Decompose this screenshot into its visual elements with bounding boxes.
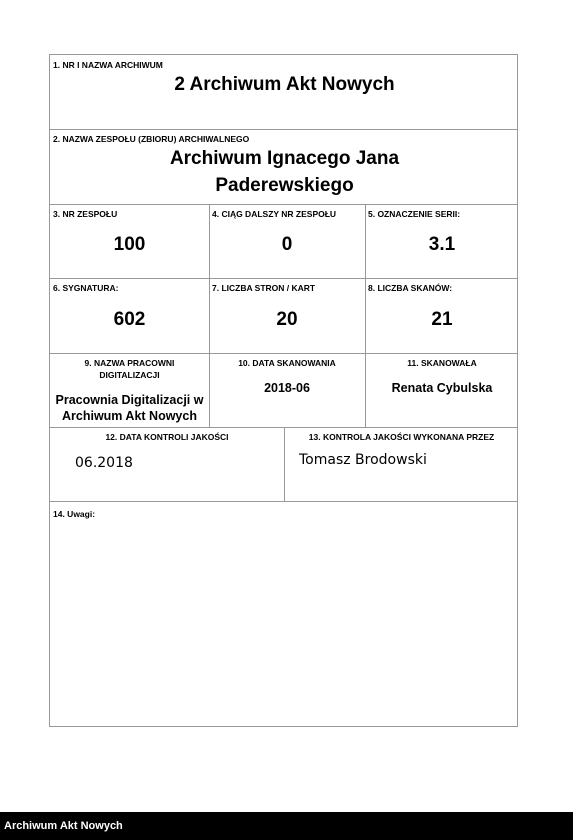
studio-label-line2: DIGITALIZACJI <box>99 370 160 380</box>
page-count-cell <box>209 278 365 353</box>
scan-count-cell <box>365 278 519 353</box>
continuation-value: 0 <box>281 234 293 255</box>
qc-by-label: 13. KONTROLA JAKOŚCI WYKONANA PRZEZ <box>308 432 495 442</box>
series-label: 5. OZNACZENIE SERII: <box>368 209 461 219</box>
archive-label: 1. NR I NAZWA ARCHIWUM <box>53 60 163 70</box>
studio-label-line1: 9. NAZWA PRACOWNI <box>84 358 175 368</box>
collection-cell <box>50 129 519 204</box>
fonds-number-label: 3. NR ZESPOŁU <box>53 209 118 219</box>
qc-by-value: Tomasz Brodowski <box>299 452 427 468</box>
footer-text: Archiwum Akt Nowych <box>4 820 123 832</box>
collection-label: 2. NAZWA ZESPOŁU (ZBIORU) ARCHIWALNEGO <box>53 134 250 144</box>
page-count-value: 20 <box>276 309 298 330</box>
signature-label: 6. SYGNATURA: <box>53 283 119 293</box>
fonds-number-cell <box>50 204 209 278</box>
footer-bar <box>0 812 573 840</box>
fonds-number-value: 100 <box>113 234 146 255</box>
scan-date-cell <box>209 353 365 427</box>
qc-date-value: 06.2018 <box>75 455 133 471</box>
archive-value: 2 Archiwum Akt Nowych <box>174 74 395 95</box>
collection-value-line2: Paderewskiego <box>215 175 354 196</box>
scan-count-label: 8. LICZBA SKANÓW: <box>368 283 453 293</box>
notes-label: 14. Uwagi: <box>53 509 96 519</box>
scanned-by-cell <box>365 353 519 427</box>
series-cell <box>365 204 519 278</box>
scanned-by-label: 11. SKANOWAŁA <box>407 358 477 368</box>
studio-cell <box>50 353 209 427</box>
studio-value-line1: Pracownia Digitalizacji w <box>55 393 204 407</box>
signature-cell <box>50 278 209 353</box>
continuation-cell <box>209 204 365 278</box>
scanned-by-value: Renata Cybulska <box>391 381 493 395</box>
qc-date-cell <box>50 427 284 501</box>
scan-date-label: 10. DATA SKANOWANIA <box>238 358 336 368</box>
qc-date-label: 12. DATA KONTROLI JAKOŚCI <box>105 432 229 442</box>
collection-value-line1: Archiwum Ignacego Jana <box>169 148 400 169</box>
continuation-label: 4. CIĄG DALSZY NR ZESPOŁU <box>212 209 337 219</box>
scan-count-value: 21 <box>431 309 453 330</box>
studio-value-line2: Archiwum Akt Nowych <box>62 409 197 423</box>
scan-date-value: 2018-06 <box>264 381 310 395</box>
notes-cell <box>50 501 519 728</box>
page-count-label: 7. LICZBA STRON / KART <box>212 283 316 293</box>
series-value: 3.1 <box>428 234 456 255</box>
signature-value: 602 <box>113 309 146 330</box>
qc-by-cell <box>284 427 519 501</box>
archive-cell <box>50 55 519 129</box>
archival-metadata-form <box>49 54 518 727</box>
